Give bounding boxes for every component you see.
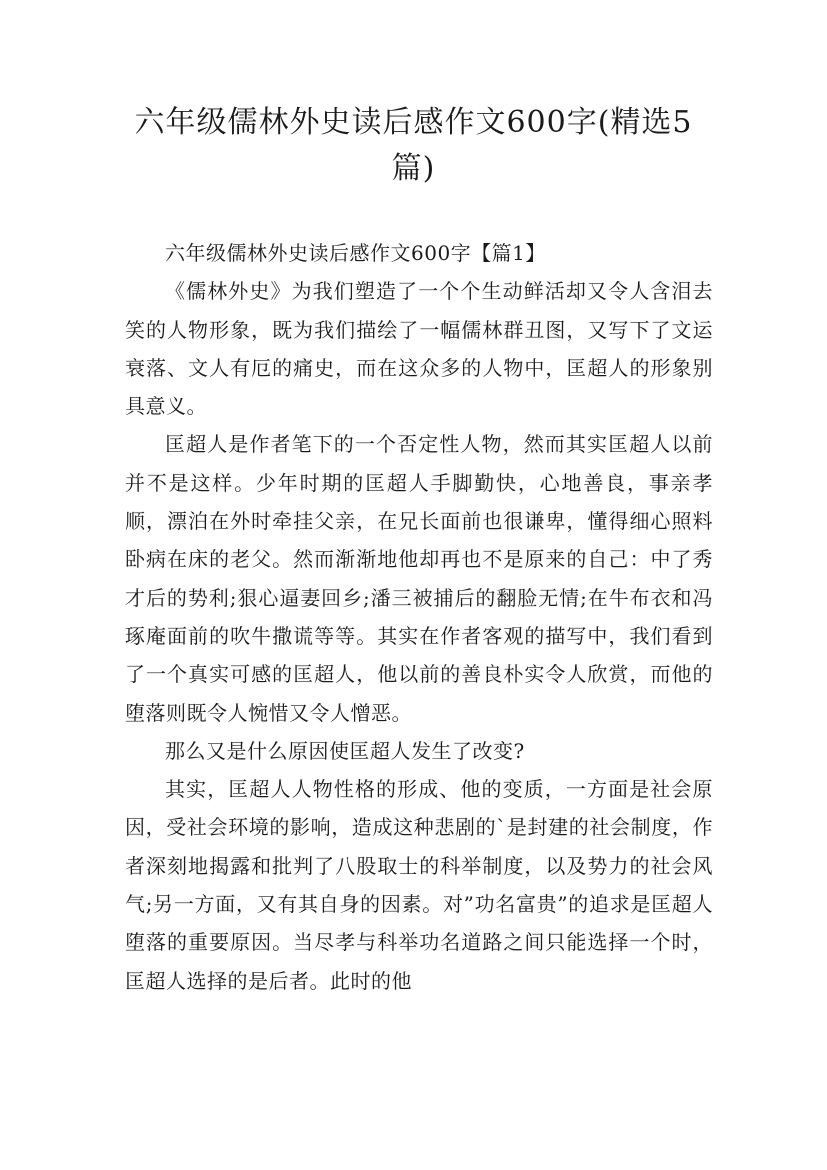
title-line-1: 六年级儒林外史读后感作文600字(精选5 (134, 105, 693, 140)
title-line-2: 篇) (391, 151, 436, 186)
paragraph: 其实，匡超人人物性格的形成、他的变质，一方面是社会原因，受社会环境的影响，造成这种悲剧的`是封建的社会制度，作者深刻地揭露和批判了八股取士的科举制度，以及势力的社会风气;另一方面，又有其自身的因素。对”功名富贵”的追求是匡超人堕落的重要原因。当尽孝与科举功名道路之间只能选择一个时，匡超人选择的是后者。此时的他 (125, 777, 713, 993)
paragraph: 匡超人是作者笔下的一个否定性人物，然而其实匡超人以前并不是这样。少年时期的匡超人手脚勤快，心地善良，事亲孝顺，漂泊在外时牵挂父亲，在兄长面前也很谦卑，懂得细心照料卧病在床的老父。然而渐渐地他却再也不是原来的自己：中了秀才后的势利;狠心逼妻回乡;潘三被捕后的翻脸无情;在牛布衣和冯琢庵面前的吹牛撒谎等等。其实在作者客观的描写中，我们看到了一个真实可感的匡超人，他以前的善良朴实令人欣赏，而他的堕落则既令人惋惜又令人憎恶。 (125, 432, 713, 725)
paragraph: 那么又是什么原因使匡超人发生了改变? (165, 738, 525, 763)
section-heading: 六年级儒林外史读后感作文600字【篇1】 (165, 241, 546, 265)
paragraph: 《儒林外史》为我们塑造了一个个生动鲜活却又令人含泪去笑的人物形象，既为我们描绘了一幅儒林群丑图，又写下了文运衰落、文人有厄的痛史，而在这众多的人物中，匡超人的形象别具意义。 (125, 279, 713, 419)
document-body (125, 234, 713, 1000)
document-title (110, 100, 717, 192)
